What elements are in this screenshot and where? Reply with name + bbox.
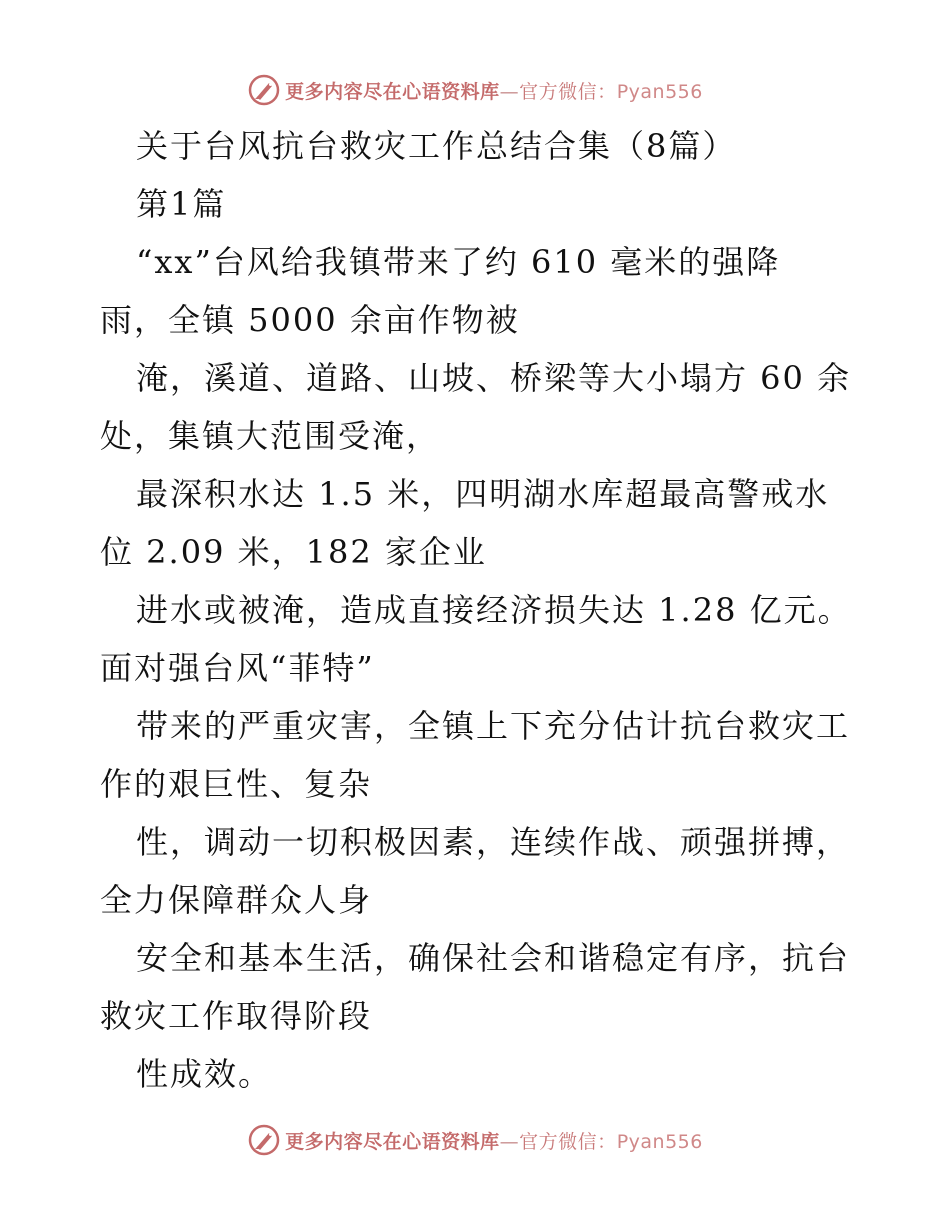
watermark-text [285,77,703,104]
paragraph-line: 性成效。 [136,1055,273,1093]
watermark-main-text: 更多内容尽在心语资料库 [285,1130,500,1153]
footer-watermark [0,1120,950,1160]
paragraph-line: 雨，全镇 5000 余亩作物被 [100,301,520,339]
paragraph-line: 面对强台风“菲特” [100,649,375,687]
paragraph-line: 作的艰巨性、复杂 [100,765,373,803]
watermark-contact-id: Pyan556 [616,1130,703,1153]
paragraph-line: 安全和基本生活，确保社会和谐稳定有序，抗台 [136,939,851,977]
watermark-separator: — [499,80,520,103]
paragraph-line: 最深积水达 1.5 米，四明湖水库超最高警戒水 [136,475,830,513]
watermark-contact-label: 官方微信： [519,1130,617,1153]
watermark-main-text: 更多内容尽在心语资料库 [285,80,500,103]
watermark-text [285,1127,703,1154]
paragraph-line: 进水或被淹，造成直接经济损失达 1.28 亿元。 [136,591,852,629]
paragraph-line: 救灾工作取得阶段 [100,997,373,1035]
paragraph-line: 全力保障群众人身 [100,881,373,919]
watermark-contact-id: Pyan556 [616,80,703,103]
document-title: 关于台风抗台救灾工作总结合集（8篇） [136,127,737,165]
paragraph-line: 性，调动一切积极因素，连续作战、顽强拼搏， [136,823,851,861]
paragraph-line: 位 2.09 米，182 家企业 [100,533,487,571]
paragraph-line: 处，集镇大范围受淹， [100,417,441,455]
section-heading: 第1篇 [136,185,227,223]
watermark-contact-label: 官方微信： [519,80,617,103]
watermark-separator: — [499,1130,520,1153]
pen-nib-logo-icon [247,1123,281,1157]
paragraph-line: 淹，溪道、道路、山坡、桥梁等大小塌方 60 余 [136,359,852,397]
header-watermark [0,70,950,110]
pen-nib-logo-icon [247,73,281,107]
paragraph-line: 带来的严重灾害，全镇上下充分估计抗台救灾工 [136,707,851,745]
paragraph-line: “xx”台风给我镇带来了约 610 毫米的强降 [136,243,781,281]
